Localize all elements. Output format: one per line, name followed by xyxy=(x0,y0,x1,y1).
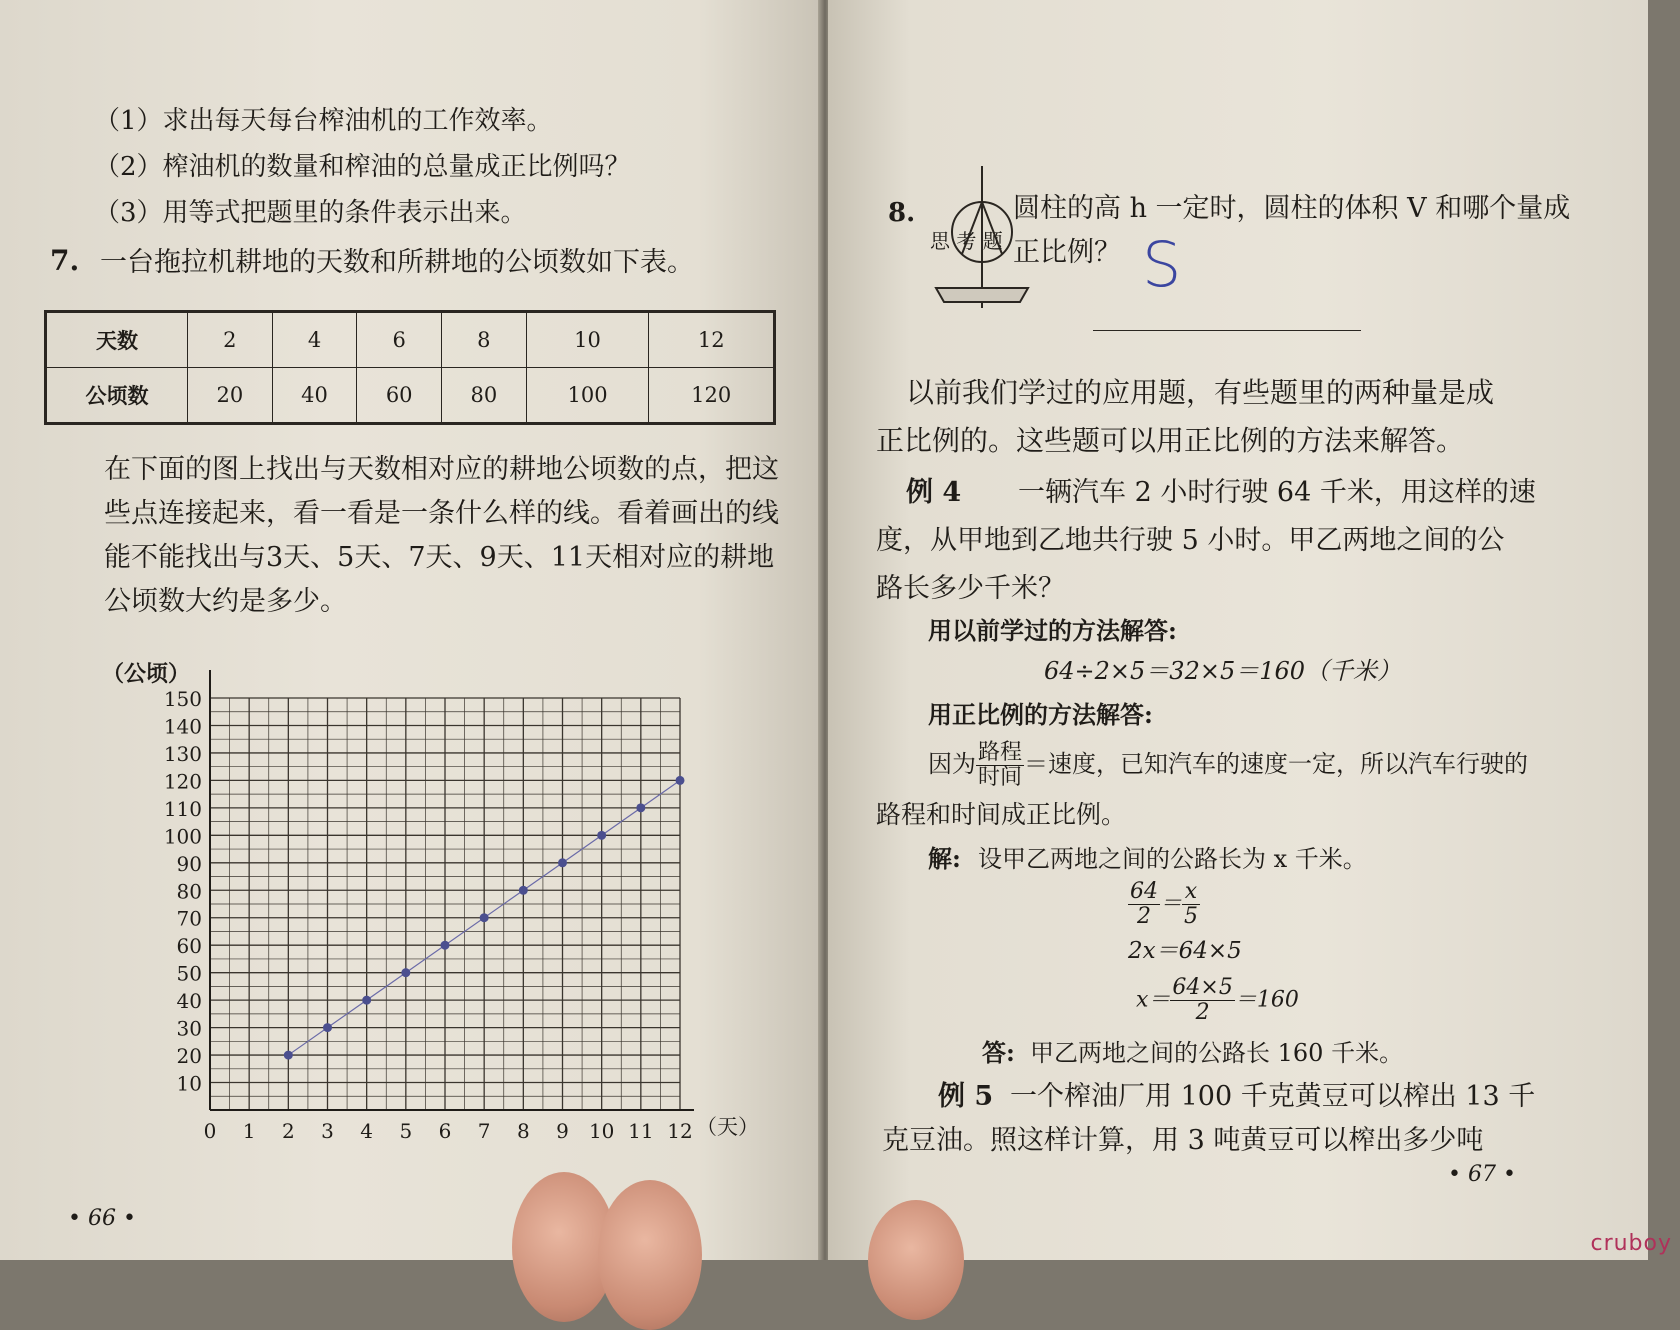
question-line-2: （2）榨油机的数量和榨油的总量成正比例吗？ xyxy=(94,152,631,182)
eq1-equals: ＝ xyxy=(1160,891,1183,917)
data-point xyxy=(636,803,645,812)
table-cell: 8 xyxy=(442,312,527,368)
fraction-numerator: 路程 xyxy=(978,740,1023,765)
y-tick-label: 110 xyxy=(163,796,202,821)
answer-blank-line xyxy=(1093,330,1361,331)
equation-3 xyxy=(1136,976,1299,1025)
example-5-line-1: 一个榨油厂用 100 千克黄豆可以榨出 13 千 xyxy=(1010,1081,1536,1112)
fraction-denominator: 时间 xyxy=(978,765,1023,790)
x-tick-label: 6 xyxy=(438,1119,452,1143)
x-tick-label: 4 xyxy=(360,1119,374,1143)
solution-text: 设甲乙两地之间的公路长为 x 千米。 xyxy=(978,845,1367,873)
table-cell: 10 xyxy=(526,312,649,368)
left-page xyxy=(0,0,822,1260)
eq3-suffix: ＝160 xyxy=(1234,987,1299,1013)
example-5-label: 例 5 xyxy=(938,1081,994,1112)
because-prefix: 因为 xyxy=(928,750,976,778)
problem-7-instructions: 在下面的图上找出与天数相对应的耕地公顷数的点，把这些点连接起来，看一看是一条什么样的线。看着画出的线能不能找出与3天、5天、7天、9天、11天相对应的耕地公顷数大约是多少。 xyxy=(104,454,779,617)
distance-over-time-fraction xyxy=(976,741,1024,790)
data-point xyxy=(362,996,371,1005)
eq3-num: 64×5 xyxy=(1172,975,1233,1000)
hectares-vs-days-chart xyxy=(100,655,759,1175)
y-tick-label: 90 xyxy=(176,851,202,876)
eq1-right-den: 5 xyxy=(1184,904,1199,929)
badge-label: 思 考 题 xyxy=(930,229,1003,253)
thinking-question-badge-icon xyxy=(928,162,1034,310)
answer-label: 答: xyxy=(982,1038,1015,1067)
data-point xyxy=(441,941,450,950)
example-4-line-1: 一辆汽车 2 小时行驶 64 千米，用这样的速 xyxy=(1018,477,1536,508)
y-tick-label: 150 xyxy=(163,687,202,711)
question-line-3: （3）用等式把题里的条件表示出来。 xyxy=(94,198,527,228)
answer-text: 甲乙两地之间的公路长 160 千米。 xyxy=(1030,1039,1404,1067)
y-tick-label: 130 xyxy=(163,741,202,766)
problem-8-number: 8. xyxy=(888,198,916,228)
problem-7-number: 7. xyxy=(50,244,80,277)
left-finger xyxy=(598,1180,702,1330)
x-tick-label: 12 xyxy=(667,1119,693,1143)
table-header-hectares: 公顷数 xyxy=(46,368,188,424)
y-tick-label: 10 xyxy=(176,1071,202,1096)
table-cell: 4 xyxy=(272,312,357,368)
table-cell: 100 xyxy=(526,368,649,424)
y-tick-label: 50 xyxy=(176,961,202,986)
table-cell: 12 xyxy=(649,312,775,368)
y-axis-label: （公顷） xyxy=(102,661,191,687)
y-tick-label: 140 xyxy=(163,714,202,739)
eq3-fraction xyxy=(1170,976,1234,1025)
table-row-hectares xyxy=(46,368,775,424)
x-tick-label: 10 xyxy=(588,1119,615,1143)
table-cell: 6 xyxy=(357,312,442,368)
table-cell: 20 xyxy=(188,368,273,424)
because-rest: ＝速度，已知汽车的速度一定，所以汽车行驶的 xyxy=(1024,750,1529,778)
x-tick-label: 1 xyxy=(242,1119,256,1143)
y-tick-label: 40 xyxy=(176,989,202,1014)
intro-line-1: 以前我们学过的应用题，有些题里的两种量是成 xyxy=(906,376,1495,409)
eq3-den: 2 xyxy=(1195,1000,1210,1025)
right-finger xyxy=(868,1200,964,1320)
x-tick-label: 3 xyxy=(321,1119,334,1143)
page-number-left: • 66 • xyxy=(68,1206,136,1231)
method-2-label: 用正比例的方法解答: xyxy=(928,700,1153,729)
eq1-left-num: 64 xyxy=(1130,879,1158,904)
x-tick-label: 9 xyxy=(556,1119,569,1143)
table-row-days xyxy=(46,312,775,368)
table-cell: 2 xyxy=(188,312,273,368)
y-tick-label: 20 xyxy=(176,1044,202,1069)
data-point xyxy=(284,1051,293,1060)
y-tick-label: 100 xyxy=(163,824,202,849)
method-1-label: 用以前学过的方法解答: xyxy=(928,616,1177,645)
x-tick-label: 7 xyxy=(477,1119,491,1143)
y-tick-label: 30 xyxy=(176,1016,202,1041)
data-point xyxy=(323,1023,332,1032)
data-point xyxy=(480,913,489,922)
table-cell: 120 xyxy=(649,368,775,424)
eq1-right-num: x xyxy=(1182,880,1200,905)
example-4-line-3: 路长多少千米？ xyxy=(876,573,1065,604)
y-tick-label: 120 xyxy=(163,769,202,794)
example-5-line-2: 克豆油。照这样计算，用 3 吨黄豆可以榨出多少吨 xyxy=(882,1125,1484,1156)
problem-7-text: 一台拖拉机耕地的天数和所耕地的公顷数如下表。 xyxy=(100,247,694,278)
table-cell: 60 xyxy=(357,368,442,424)
question-line-1: （1）求出每天每台榨油机的工作效率。 xyxy=(94,106,553,136)
problem-8-text-line-1: 圆柱的高 h 一定时，圆柱的体积 V 和哪个量成 xyxy=(1013,193,1571,224)
page-number-right: • 67 • xyxy=(1448,1162,1516,1187)
because-line-2: 路程和时间成正比例。 xyxy=(876,800,1127,829)
x-tick-label: 2 xyxy=(281,1119,295,1143)
data-point xyxy=(597,831,606,840)
x-tick-label: 11 xyxy=(628,1119,654,1143)
equation-1 xyxy=(1128,880,1200,929)
data-point xyxy=(558,858,567,867)
data-point xyxy=(401,968,410,977)
example-4-line-2: 度，从甲地到乙地共行驶 5 小时。甲乙两地之间的公 xyxy=(876,525,1505,556)
x-tick-label: 8 xyxy=(516,1119,530,1143)
table-cell: 80 xyxy=(442,368,527,424)
data-point xyxy=(676,776,685,785)
example-4-label: 例 4 xyxy=(906,477,962,508)
method-1-formula: 64÷2×5＝32×5＝160（千米） xyxy=(1044,657,1402,685)
data-point xyxy=(519,886,528,895)
eq1-left-fraction xyxy=(1128,880,1160,929)
eq1-left-den: 2 xyxy=(1137,904,1151,929)
equation-2: 2x＝64×5 xyxy=(1128,938,1242,964)
x-tick-label: 5 xyxy=(399,1119,413,1143)
x-axis-label: （天） xyxy=(696,1115,759,1139)
because-line xyxy=(928,736,1528,792)
days-hectares-table xyxy=(44,310,776,425)
solution-label: 解: xyxy=(928,844,961,873)
problem-8-text-line-2: 正比例？ xyxy=(1013,237,1121,268)
y-tick-label: 60 xyxy=(176,934,202,959)
handwritten-mark: S xyxy=(1142,228,1182,301)
table-header-days: 天数 xyxy=(46,312,188,368)
x-tick-label: 0 xyxy=(203,1119,217,1143)
y-tick-label: 70 xyxy=(176,906,202,931)
eq1-right-fraction xyxy=(1182,880,1200,929)
y-tick-label: 80 xyxy=(176,879,202,904)
eq3-prefix: x＝ xyxy=(1136,987,1171,1013)
watermark: cruboy xyxy=(1590,1231,1672,1256)
table-cell: 40 xyxy=(272,368,357,424)
intro-line-2: 正比例的。这些题可以用正比例的方法来解答。 xyxy=(876,424,1465,457)
